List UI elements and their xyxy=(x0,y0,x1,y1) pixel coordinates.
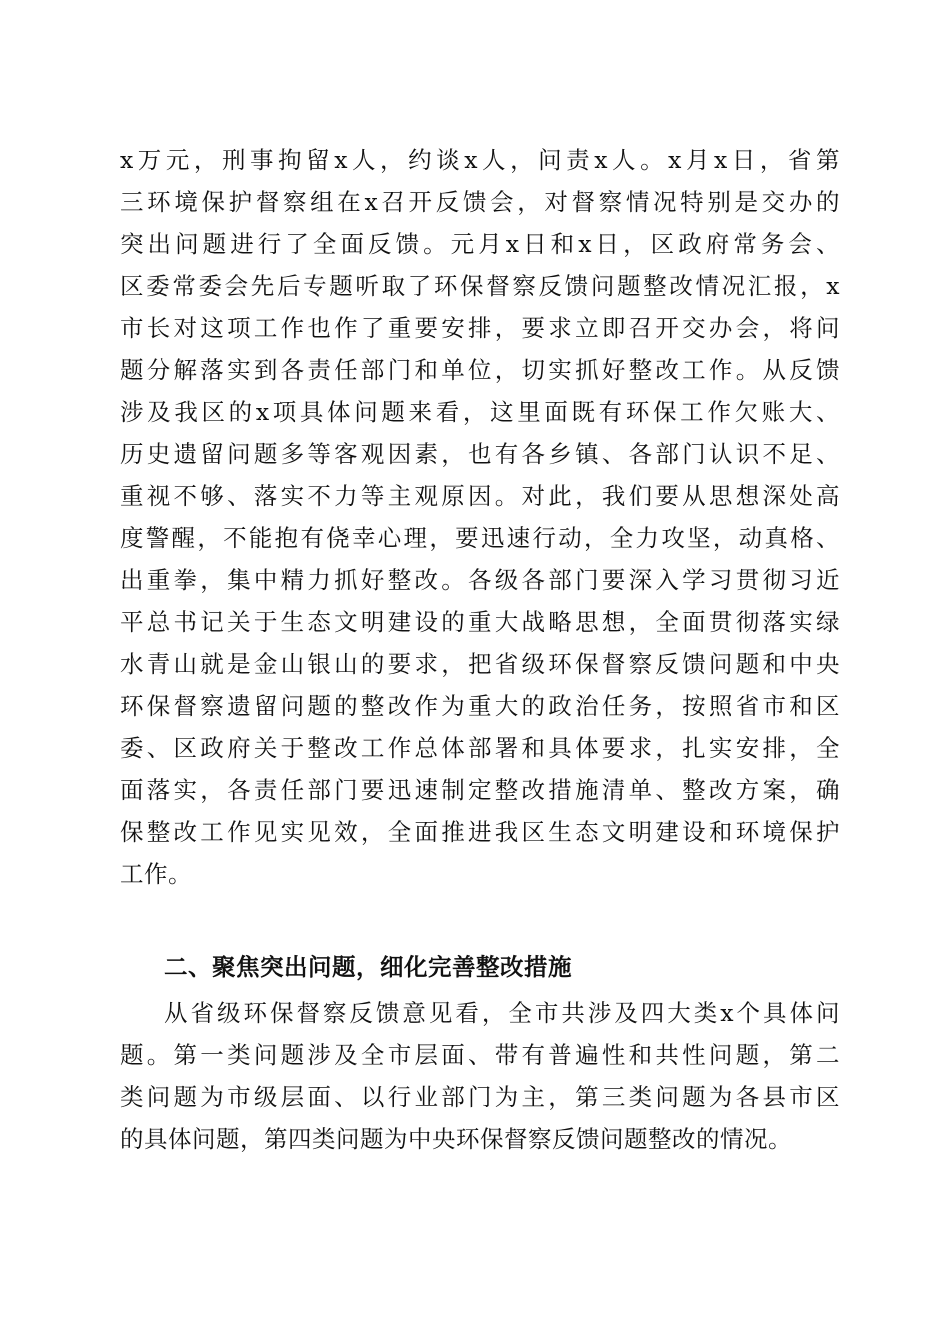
paragraph-line: 水青山就是金山银山的要求，把省级环保督察反馈问题和中央 xyxy=(120,650,840,678)
paragraph-line: 保整改工作见实见效，全面推进我区生态文明建设和环境保护 xyxy=(120,818,840,846)
paragraph-line: 题分解落实到各责任部门和单位，切实抓好整改工作。从反馈 xyxy=(120,356,840,384)
paragraph-line: 涉及我区的x项具体问题来看，这里面既有环保工作欠账大、 xyxy=(120,398,840,426)
paragraph-line: 委、区政府关于整改工作总体部署和具体要求，扎实安排，全 xyxy=(120,734,840,762)
paragraph-line: 平总书记关于生态文明建设的重大战略思想，全面贯彻落实绿 xyxy=(120,608,840,636)
paragraph-line: 突出问题进行了全面反馈。元月x日和x日，区政府常务会、 xyxy=(120,230,840,258)
paragraph-line: 区委常委会先后专题听取了环保督察反馈问题整改情况汇报，x xyxy=(120,272,840,300)
paragraph-line: 面落实，各责任部门要迅速制定整改措施清单、整改方案，确 xyxy=(120,776,840,804)
paragraph-continued xyxy=(120,139,840,895)
paragraph-line: 类问题为市级层面、以行业部门为主，第三类问题为各县市区 xyxy=(120,1083,840,1111)
paragraph-line: 出重拳，集中精力抓好整改。各级各部门要深入学习贯彻习近 xyxy=(120,566,840,594)
paragraph-line: 题。第一类问题涉及全市层面、带有普遍性和共性问题，第二 xyxy=(120,1041,840,1069)
paragraph-section-two xyxy=(120,992,840,1160)
paragraph-line: 环保督察遗留问题的整改作为重大的政治任务，按照省市和区 xyxy=(120,692,840,720)
section-heading: 二、聚焦突出问题，细化完善整改措施 xyxy=(164,953,572,981)
paragraph-line: 度警醒，不能抱有侥幸心理，要迅速行动，全力攻坚，动真格、 xyxy=(120,524,840,552)
paragraph-line: x万元，刑事拘留x人，约谈x人，问责x人。x月x日，省第 xyxy=(120,146,840,174)
paragraph-line: 从省级环保督察反馈意见看，全市共涉及四大类x个具体问 xyxy=(164,999,840,1027)
paragraph-line: 工作。 xyxy=(120,860,192,888)
paragraph-line: 历史遗留问题多等客观因素，也有各乡镇、各部门认识不足、 xyxy=(120,440,840,468)
paragraph-line: 三环境保护督察组在x召开反馈会，对督察情况特别是交办的 xyxy=(120,188,840,216)
paragraph-line: 市长对这项工作也作了重要安排，要求立即召开交办会，将问 xyxy=(120,314,840,342)
section-heading-block xyxy=(120,946,840,988)
paragraph-line: 的具体问题，第四类问题为中央环保督察反馈问题整改的情况。 xyxy=(120,1125,792,1153)
paragraph-line: 重视不够、落实不力等主观原因。对此，我们要从思想深处高 xyxy=(120,482,840,510)
